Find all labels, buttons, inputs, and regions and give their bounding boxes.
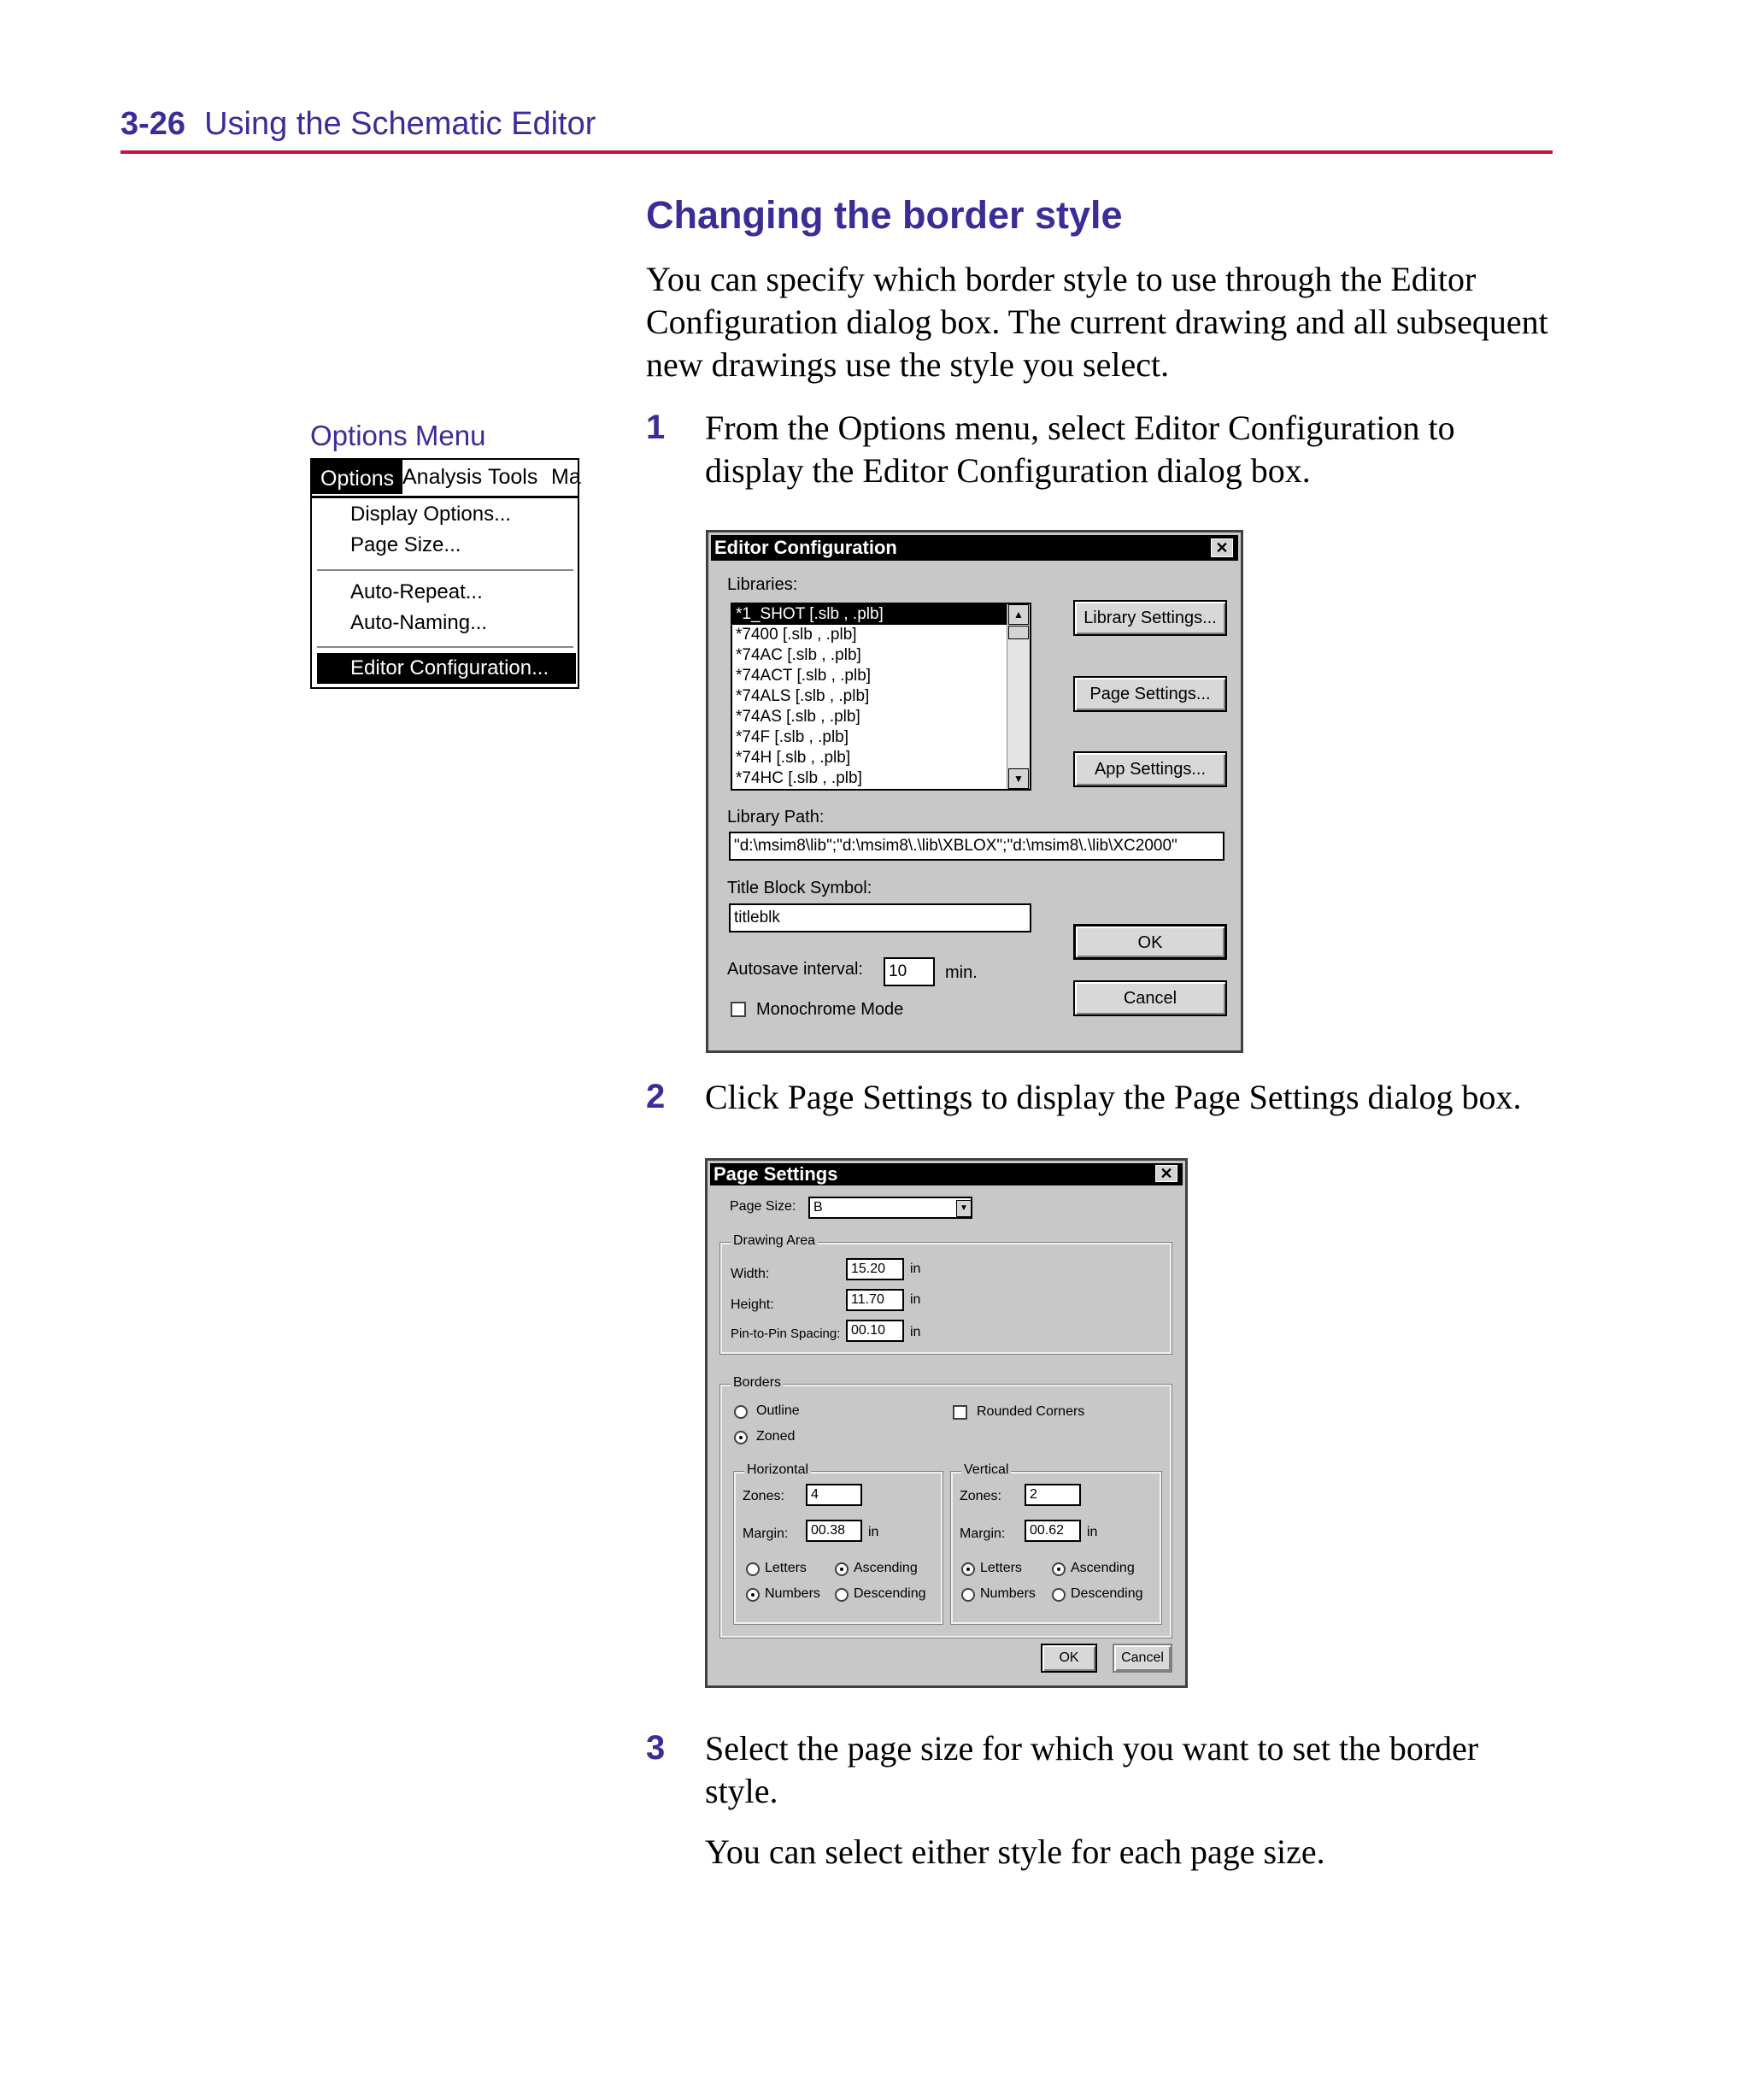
- pin-spacing-label: Pin-to-Pin Spacing:: [731, 1326, 841, 1341]
- menu-item-display-options[interactable]: Display Options...: [350, 503, 512, 526]
- h-margin-field[interactable]: 00.38: [806, 1520, 862, 1542]
- app-settings-button[interactable]: App Settings...: [1073, 751, 1227, 787]
- height-field[interactable]: 11.70: [846, 1289, 904, 1311]
- library-path-field[interactable]: "d:\msim8\lib";"d:\msim8\.\lib\XBLOX";"d:\msim8\.\lib\XC2000": [729, 832, 1224, 861]
- intro-paragraph: You can specify which border style to use through the Editor Configuration dialog box. The current drawing and all subsequent new drawings use the style you select.: [646, 260, 1548, 384]
- outline-label: Outline: [756, 1403, 800, 1418]
- rounded-corners-checkbox[interactable]: [953, 1405, 967, 1420]
- drawing-area-group: [720, 1233, 1172, 1354]
- list-item[interactable]: *74ACT [.slb , .plb]: [736, 667, 872, 685]
- v-descending-radio[interactable]: [1052, 1588, 1066, 1602]
- v-letters-radio[interactable]: [961, 1562, 975, 1576]
- zoned-radio[interactable]: [734, 1431, 748, 1444]
- menu-item-auto-naming[interactable]: Auto-Naming...: [350, 611, 488, 634]
- monochrome-label: Monochrome Mode: [756, 1000, 904, 1019]
- page-settings-button[interactable]: Page Settings...: [1073, 676, 1227, 712]
- list-item[interactable]: *74AC [.slb , .plb]: [736, 646, 861, 664]
- v-margin-unit: in: [1087, 1525, 1098, 1539]
- drawing-area-label: Drawing Area: [731, 1233, 818, 1249]
- monochrome-checkbox[interactable]: [731, 1002, 746, 1017]
- scroll-down-icon[interactable]: ▼: [1008, 768, 1029, 789]
- menu-bar: [312, 460, 581, 498]
- step-3-text: Select the page size for which you want to set the border style.: [705, 1729, 1479, 1810]
- step-2-number: 2: [646, 1078, 666, 1115]
- autosave-label: Autosave interval:: [727, 960, 863, 979]
- h-zones-field[interactable]: 4: [806, 1484, 862, 1506]
- horizontal-group: [734, 1462, 943, 1624]
- library-settings-button[interactable]: Library Settings...: [1073, 600, 1227, 636]
- section-heading: Changing the border style: [646, 193, 1123, 237]
- menu-separator: [317, 569, 573, 571]
- vertical-label: Vertical: [961, 1462, 1011, 1478]
- libraries-list[interactable]: [731, 603, 1031, 791]
- list-item[interactable]: *1_SHOT [.slb , .plb]: [732, 604, 1030, 625]
- h-letters-radio[interactable]: [746, 1562, 760, 1576]
- dialog-title-bar: [711, 535, 1238, 561]
- cancel-button[interactable]: Cancel: [1073, 980, 1227, 1016]
- h-descending-label: Descending: [854, 1586, 926, 1601]
- outline-radio[interactable]: [734, 1405, 748, 1419]
- options-menu: [310, 458, 579, 689]
- height-unit: in: [910, 1292, 921, 1307]
- v-zones-label: Zones:: [960, 1489, 1001, 1503]
- v-zones-field[interactable]: 2: [1025, 1484, 1081, 1506]
- borders-label: Borders: [731, 1375, 784, 1391]
- title-block-field[interactable]: titleblk: [729, 903, 1031, 932]
- page-size-label: Page Size:: [730, 1199, 796, 1214]
- title-block-label: Title Block Symbol:: [727, 879, 872, 897]
- dialog-title-bar: [710, 1163, 1183, 1185]
- v-numbers-label: Numbers: [980, 1586, 1036, 1601]
- menu-tools[interactable]: Tools: [488, 465, 538, 489]
- page-size-select[interactable]: B: [808, 1197, 972, 1219]
- horizontal-label: Horizontal: [744, 1462, 811, 1478]
- h-ascending-label: Ascending: [854, 1561, 918, 1575]
- list-item[interactable]: *74AS [.slb , .plb]: [736, 708, 860, 726]
- vertical-group: [951, 1462, 1161, 1624]
- menu-ma[interactable]: Ma: [551, 465, 581, 489]
- menu-analysis[interactable]: Analysis: [402, 465, 483, 489]
- scroll-thumb[interactable]: [1008, 626, 1029, 639]
- section-title: Using the Schematic Editor: [204, 106, 596, 142]
- step-3-note: You can select either style for each page size.: [705, 1832, 1325, 1871]
- zoned-label: Zoned: [756, 1429, 796, 1444]
- menu-item-editor-configuration[interactable]: [317, 653, 576, 684]
- list-item[interactable]: *74F [.slb , .plb]: [736, 728, 849, 746]
- autosave-unit: min.: [945, 963, 978, 982]
- v-descending-label: Descending: [1071, 1586, 1143, 1601]
- v-margin-label: Margin:: [960, 1526, 1006, 1541]
- v-letters-label: Letters: [980, 1561, 1022, 1575]
- ok-button[interactable]: OK: [1073, 924, 1227, 960]
- h-numbers-radio[interactable]: [746, 1588, 760, 1602]
- h-ascending-radio[interactable]: [835, 1562, 849, 1576]
- ok-button[interactable]: OK: [1041, 1644, 1097, 1673]
- rounded-corners-label: Rounded Corners: [977, 1404, 1085, 1419]
- page-number: 3-26: [120, 106, 186, 142]
- list-item[interactable]: *74ALS [.slb , .plb]: [736, 687, 870, 705]
- h-descending-radio[interactable]: [835, 1588, 849, 1602]
- menu-item-label: Editor Configuration...: [350, 656, 549, 679]
- close-icon[interactable]: ✕: [1211, 538, 1233, 557]
- close-icon[interactable]: ✕: [1155, 1165, 1177, 1182]
- step-1-text: From the Options menu, select Editor Configuration to display the Editor Configuration dialog box.: [705, 409, 1455, 490]
- list-item[interactable]: *74H [.slb , .plb]: [736, 749, 851, 767]
- page-settings-dialog: [705, 1158, 1188, 1688]
- v-numbers-radio[interactable]: [961, 1588, 975, 1602]
- step-2-text: Click Page Settings to display the Page Settings dialog box.: [705, 1078, 1522, 1116]
- list-scrollbar[interactable]: [1007, 604, 1030, 789]
- height-label: Height:: [731, 1297, 774, 1312]
- list-item[interactable]: *74HC [.slb , .plb]: [736, 769, 862, 787]
- width-unit: in: [910, 1262, 921, 1276]
- menu-item-page-size[interactable]: Page Size...: [350, 533, 461, 556]
- step-3-number: 3: [646, 1729, 666, 1767]
- h-zones-label: Zones:: [743, 1489, 784, 1503]
- v-margin-field[interactable]: 00.62: [1025, 1520, 1081, 1542]
- library-path-label: Library Path:: [727, 808, 825, 826]
- v-ascending-radio[interactable]: [1052, 1562, 1066, 1576]
- autosave-field[interactable]: 10: [884, 957, 935, 986]
- dialog-title: Editor Configuration: [714, 537, 897, 558]
- menu-item-auto-repeat[interactable]: Auto-Repeat...: [350, 580, 483, 603]
- h-letters-label: Letters: [765, 1561, 807, 1575]
- pin-spacing-unit: in: [910, 1325, 921, 1339]
- borders-group: [720, 1375, 1172, 1638]
- h-margin-unit: in: [868, 1525, 879, 1539]
- header-rule: [120, 150, 1553, 154]
- dialog-title: Page Settings: [714, 1163, 838, 1185]
- editor-configuration-dialog: [706, 530, 1243, 1053]
- chevron-down-icon[interactable]: ▼: [956, 1200, 972, 1217]
- libraries-label: Libraries:: [727, 575, 798, 594]
- cancel-button[interactable]: Cancel: [1113, 1644, 1172, 1673]
- menu-separator: [317, 646, 573, 648]
- width-field[interactable]: 15.20: [846, 1258, 904, 1280]
- page-header: [120, 106, 596, 143]
- v-ascending-label: Ascending: [1071, 1561, 1135, 1575]
- menu-options[interactable]: Options: [312, 460, 402, 494]
- options-menu-caption: Options Menu: [310, 420, 486, 451]
- h-numbers-label: Numbers: [765, 1586, 820, 1601]
- list-item[interactable]: *7400 [.slb , .plb]: [736, 626, 857, 644]
- width-label: Width:: [731, 1267, 770, 1281]
- step-1-number: 1: [646, 409, 666, 446]
- scroll-up-icon[interactable]: ▲: [1008, 604, 1029, 625]
- h-margin-label: Margin:: [743, 1526, 789, 1541]
- pin-spacing-field[interactable]: 00.10: [846, 1320, 904, 1342]
